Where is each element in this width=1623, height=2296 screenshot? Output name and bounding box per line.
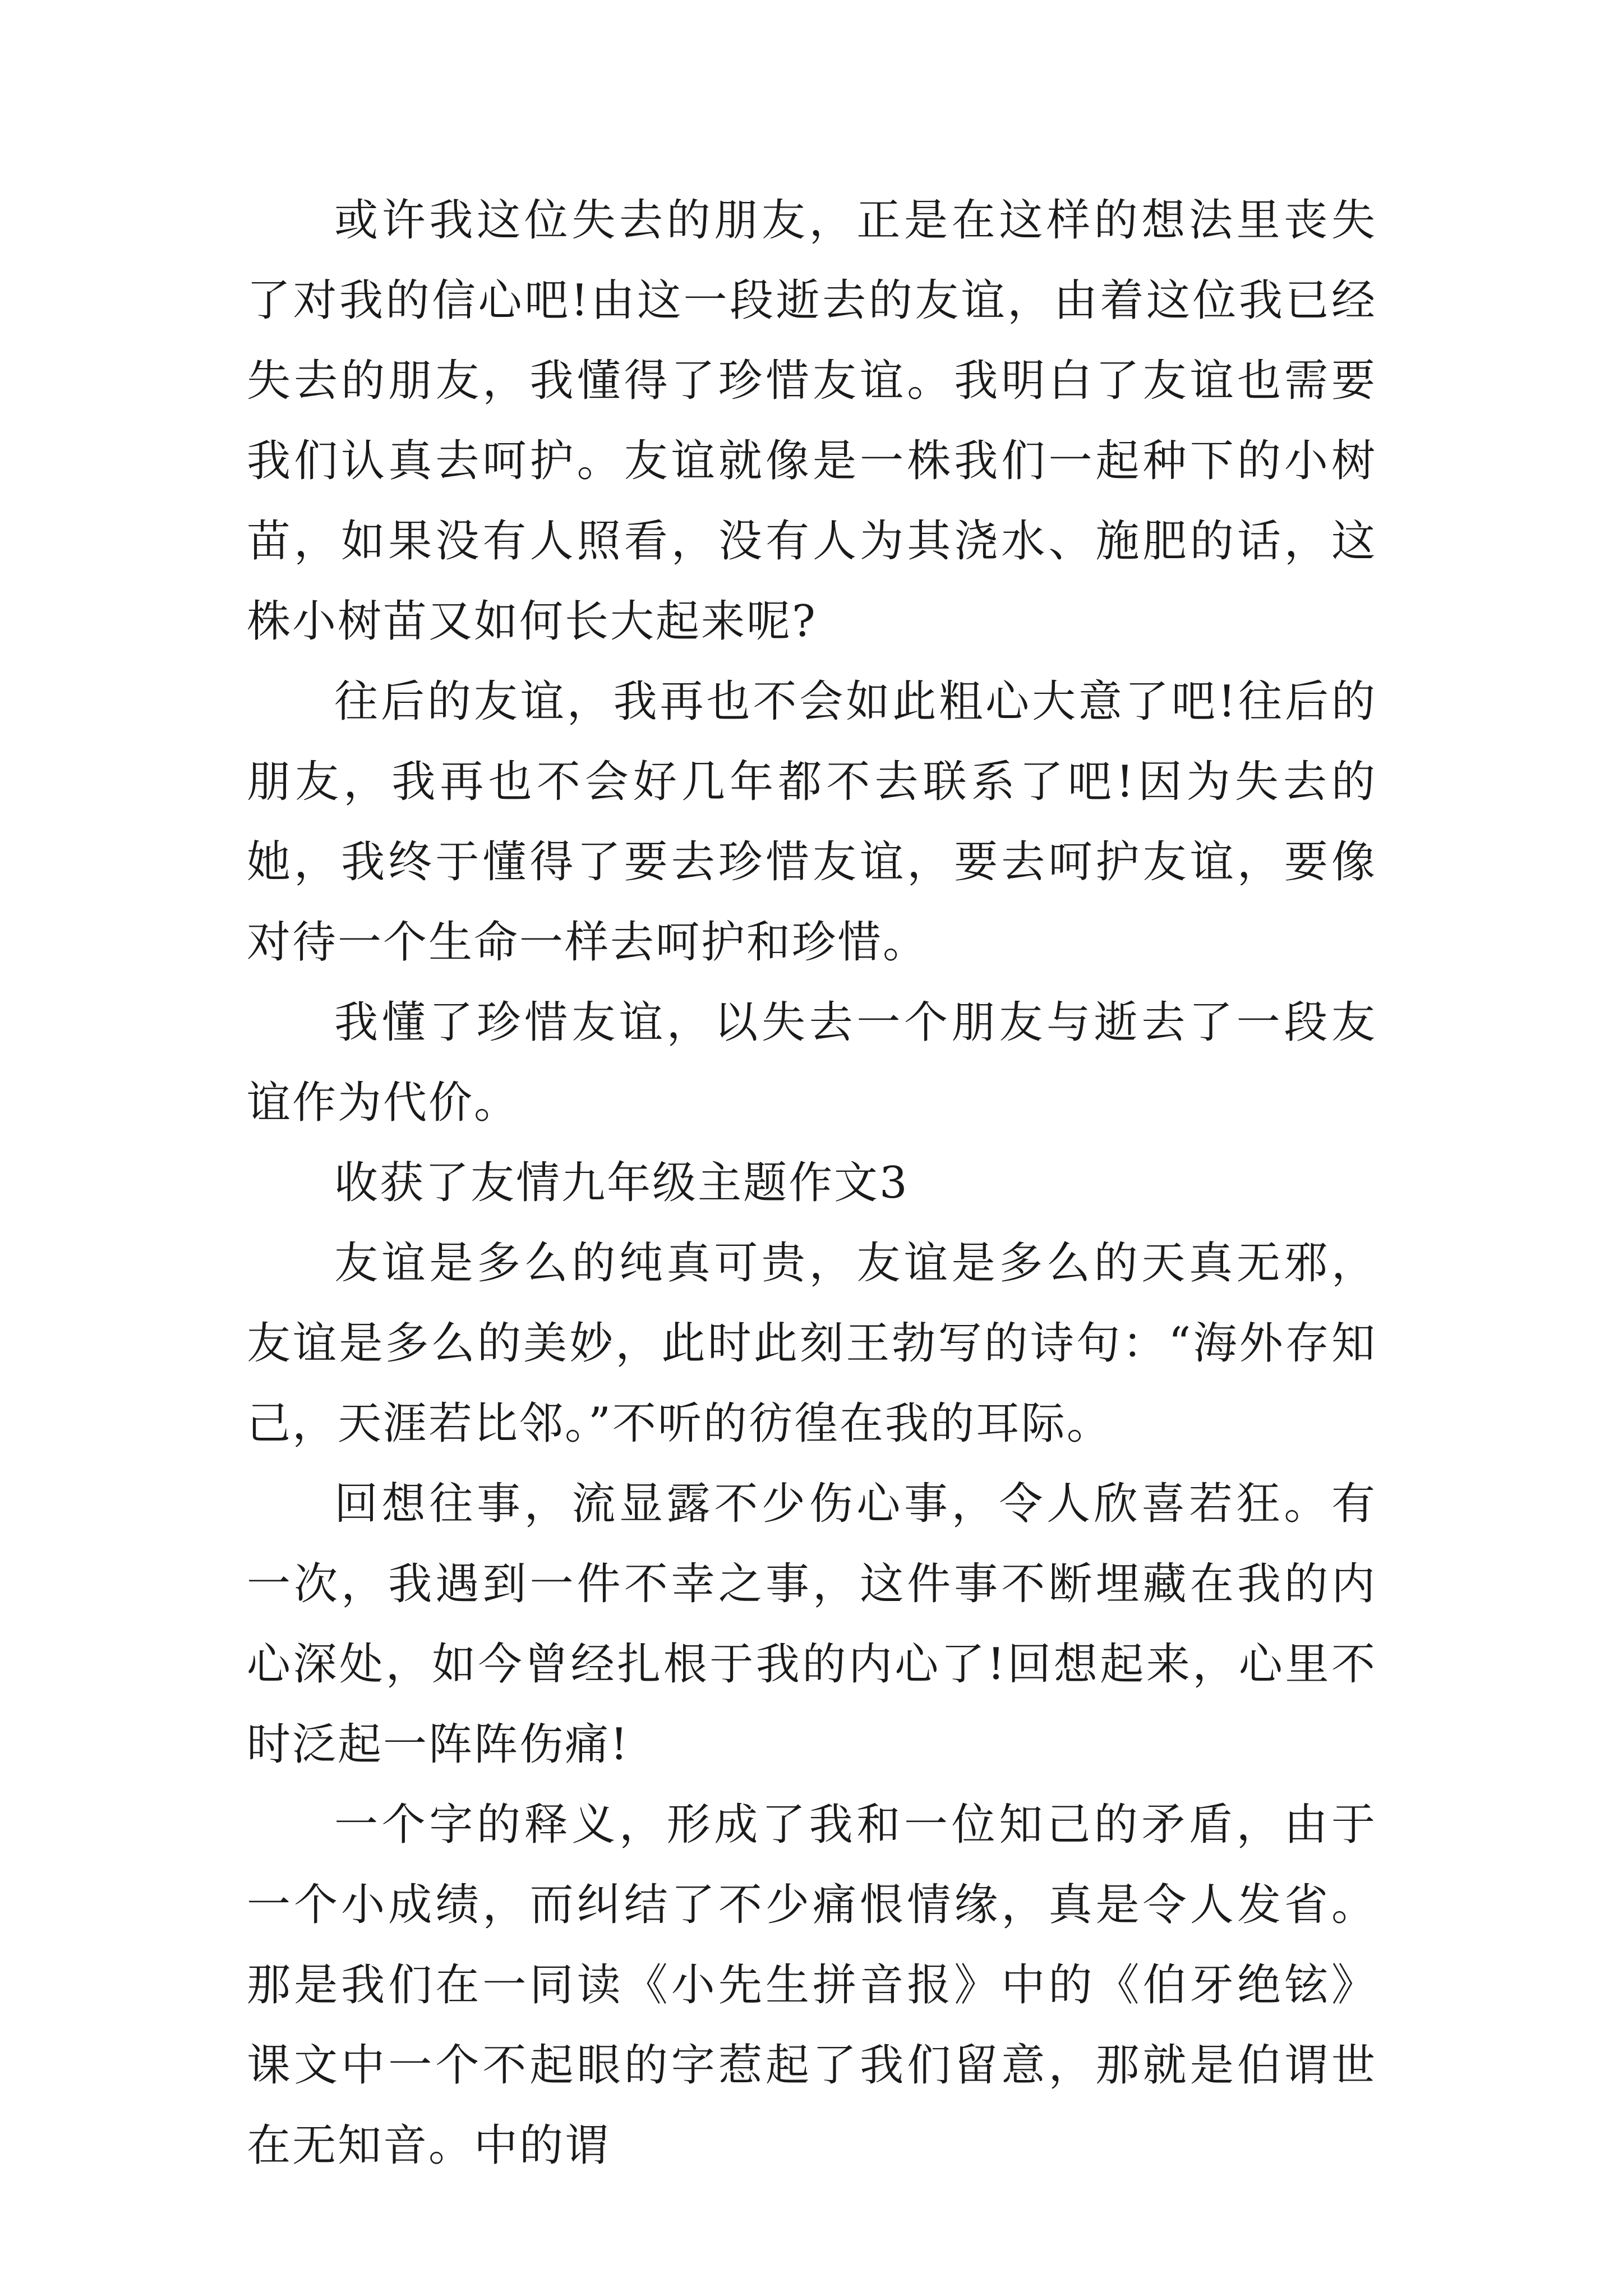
section-heading: 收获了友情九年级主题作文3 [334,1158,909,1208]
paragraph-1: 或许我这位失去的朋友，正是在这样的想法里丧失了对我的信心吧!由这一段逝去的友谊，由着这位我已经失去的朋友，我懂得了珍惜友谊。我明白了友谊也需要我们认真去呵护。友谊就像是一株我们一起种下的小树苗，如果没有人照看，没有人为其浇水、施肥的话，这株小树苗又如何长大起来呢? [247,195,1377,647]
paragraph-3: 我懂了珍惜友谊，以失去一个朋友与逝去了一段友谊作为代价。 [247,997,1377,1128]
paragraph-5: 回想往事，流显露不少伤心事，令人欣喜若狂。有一次，我遇到一件不幸之事，这件事不断埋藏在我的内心深处，如今曾经扎根于我的内心了!回想起来，心里不时泛起一阵阵伤痛! [247,1479,1377,1770]
paragraph-6: 一个字的释义，形成了我和一位知己的矛盾，由于一个小成绩，而纠结了不少痛恨情缘，真是令人发省。那是我们在一同读《小先生拼音报》中的《伯牙绝铉》课文中一个不起眼的字惹起了我们留意，那就是伯谓世在无知音。中的谓 [247,1800,1377,2171]
document-body [247,181,1377,2186]
paragraph-4: 友谊是多么的纯真可贵，友谊是多么的天真无邪，友谊是多么的美妙，此时此刻王勃写的诗句：“海外存知己，天涯若比邻。”不听的彷徨在我的耳际。 [247,1238,1377,1449]
paragraph-2: 往后的友谊，我再也不会如此粗心大意了吧!往后的朋友，我再也不会好几年都不去联系了吧!因为失去的她，我终于懂得了要去珍惜友谊，要去呵护友谊，要像对待一个生命一样去呵护和珍惜。 [247,677,1377,968]
